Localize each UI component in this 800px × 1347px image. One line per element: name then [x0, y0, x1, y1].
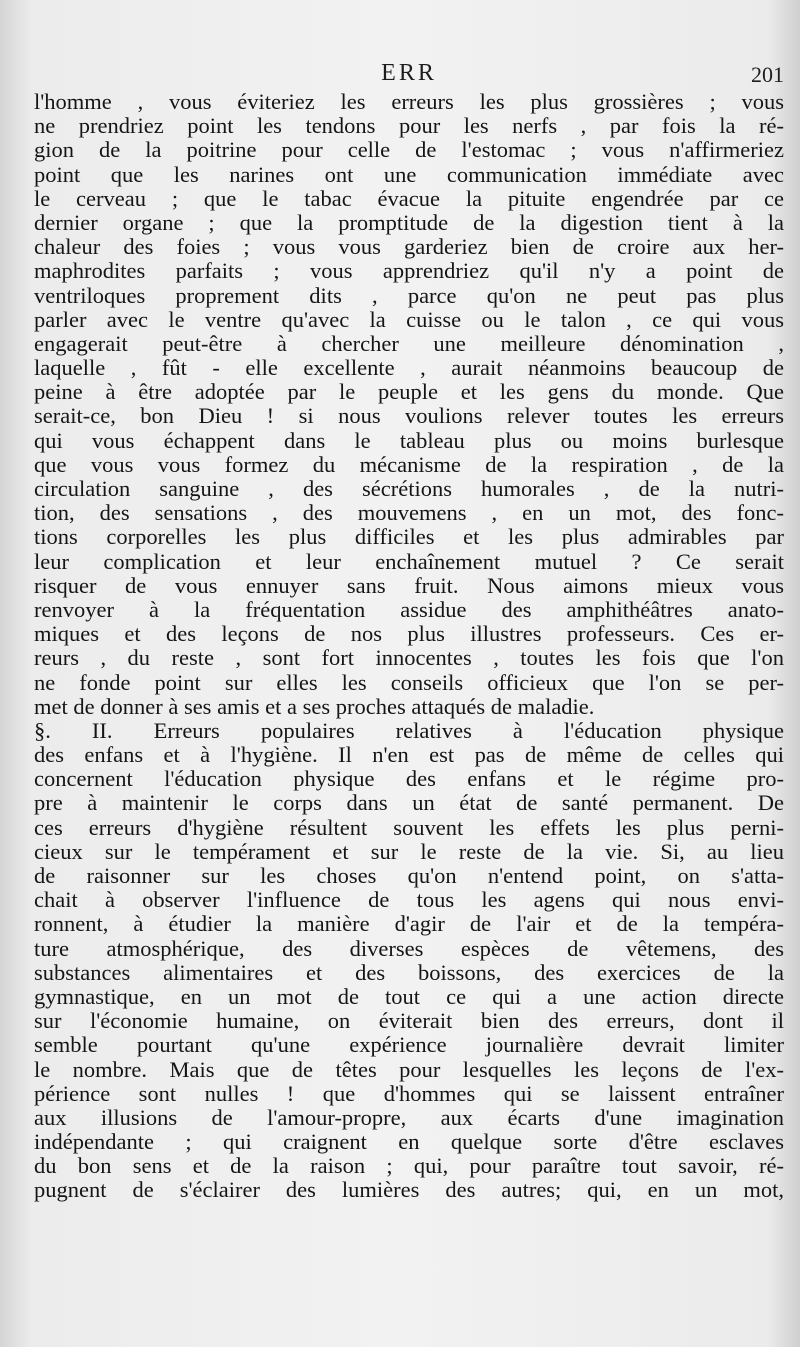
body-text	[34, 90, 784, 1203]
text-line: dernier organe ; que la promptitude de la digestion tient à la	[34, 210, 784, 235]
text-line: risquer de vous ennuyer sans fruit. Nous aimons mieux vous	[34, 573, 784, 598]
text-line: ventriloques proprement dits , parce qu'on ne peut pas plus	[34, 283, 784, 308]
text-line: ne fonde point sur elles les conseils officieux que l'on se per-	[34, 670, 784, 695]
text-line: semble pourtant qu'une expérience journalière devrait limiter	[34, 1033, 784, 1058]
text-line: ronnent, à étudier la manière d'agir de l'air et de la tempéra-	[34, 912, 784, 937]
text-line: l'homme , vous éviteriez les erreurs les plus grossières ; vous	[34, 90, 784, 114]
text-line: leur complication et leur enchaînement mutuel ? Ce serait	[34, 549, 784, 574]
text-line: serait-ce, bon Dieu ! si nous voulions relever toutes les erreurs	[34, 404, 784, 429]
text-line: miques et des leçons de nos plus illustres professeurs. Ces er-	[34, 622, 784, 647]
text-line: du bon sens et de la raison ; qui, pour paraître tout savoir, ré-	[34, 1154, 784, 1179]
page-number: 201	[751, 62, 784, 87]
text-line: des enfans et à l'hygiène. Il n'en est pas de même de celles qui	[34, 743, 784, 768]
text-line: substances alimentaires et des boissons, des exercices de la	[34, 960, 784, 985]
page-header	[34, 56, 784, 90]
text-line: gion de la poitrine pour celle de l'estomac ; vous n'affirmeriez	[34, 138, 784, 163]
text-line: aux illusions de l'amour-propre, aux écarts d'une imagination	[34, 1105, 784, 1130]
text-line: qui vous échappent dans le tableau plus ou moins burlesque	[34, 428, 784, 453]
text-line: tions corporelles les plus difficiles et les plus admirables par	[34, 525, 784, 550]
running-head: ERR	[381, 60, 437, 86]
text-line: peine à être adoptée par le peuple et les gens du monde. Que	[34, 380, 784, 405]
text-line: maphrodites parfaits ; vous apprendriez qu'il n'y a point de	[34, 259, 784, 284]
text-line: pugnent de s'éclairer des lumières des autres; qui, en un mot,	[34, 1178, 784, 1203]
text-line: que vous vous formez du mécanisme de la respiration , de la	[34, 452, 784, 477]
text-line: renvoyer à la fréquentation assidue des amphithéâtres anato-	[34, 597, 784, 622]
text-line: de raisonner sur les choses qu'on n'entend point, on s'atta-	[34, 864, 784, 888]
section-heading-line: §. II. Erreurs populaires relatives à l'éducation physique	[34, 718, 784, 743]
text-line: pre à maintenir le corps dans un état de santé permanent. De	[34, 791, 784, 816]
text-line: périence sont nulles ! que d'hommes qui se laissent entraîner	[34, 1081, 784, 1106]
text-line: chaleur des foies ; vous vous garderiez bien de croire aux her-	[34, 235, 784, 260]
text-line: le nombre. Mais que de têtes pour lesquelles les leçons de l'ex-	[34, 1057, 784, 1082]
text-line: circulation sanguine , des sécrétions humorales , de la nutri-	[34, 477, 784, 501]
text-line: reurs , du reste , sont fort innocentes , toutes les fois que l'on	[34, 646, 784, 671]
text-line: parler avec le ventre qu'avec la cuisse ou le talon , ce qui vous	[34, 307, 784, 332]
text-line: gymnastique, en un mot de tout ce qui a une action directe	[34, 984, 784, 1009]
text-line: engagerait peut-être à chercher une meilleure dénomination ,	[34, 331, 784, 356]
text-line: ture atmosphérique, des diverses espèces de vêtemens, des	[34, 936, 784, 961]
text-line: concernent l'éducation physique des enfans et le régime pro-	[34, 767, 784, 792]
text-line: indépendante ; qui craignent en quelque sorte d'être esclaves	[34, 1130, 784, 1155]
text-line: ne prendriez point les tendons pour les nerfs , par fois la ré-	[34, 114, 784, 139]
text-line: chait à observer l'influence de tous les agens qui nous envi-	[34, 888, 784, 913]
text-line: le cerveau ; que le tabac évacue la pituite engendrée par ce	[34, 186, 784, 211]
text-line: ces erreurs d'hygiène résultent souvent les effets les plus perni-	[34, 815, 784, 840]
text-line: cieux sur le tempérament et sur le reste de la vie. Si, au lieu	[34, 839, 784, 864]
text-line: met de donner à ses amis et a ses proches attaqués de maladie.	[34, 694, 595, 719]
text-line: tion, des sensations , des mouvemens , en un mot, des fonc-	[34, 501, 784, 526]
text-line: sur l'économie humaine, on éviterait bien des erreurs, dont il	[34, 1009, 784, 1034]
text-line: point que les narines ont une communication immédiate avec	[34, 162, 784, 187]
text-line: laquelle , fût - elle excellente , aurait néanmoins beaucoup de	[34, 356, 784, 381]
